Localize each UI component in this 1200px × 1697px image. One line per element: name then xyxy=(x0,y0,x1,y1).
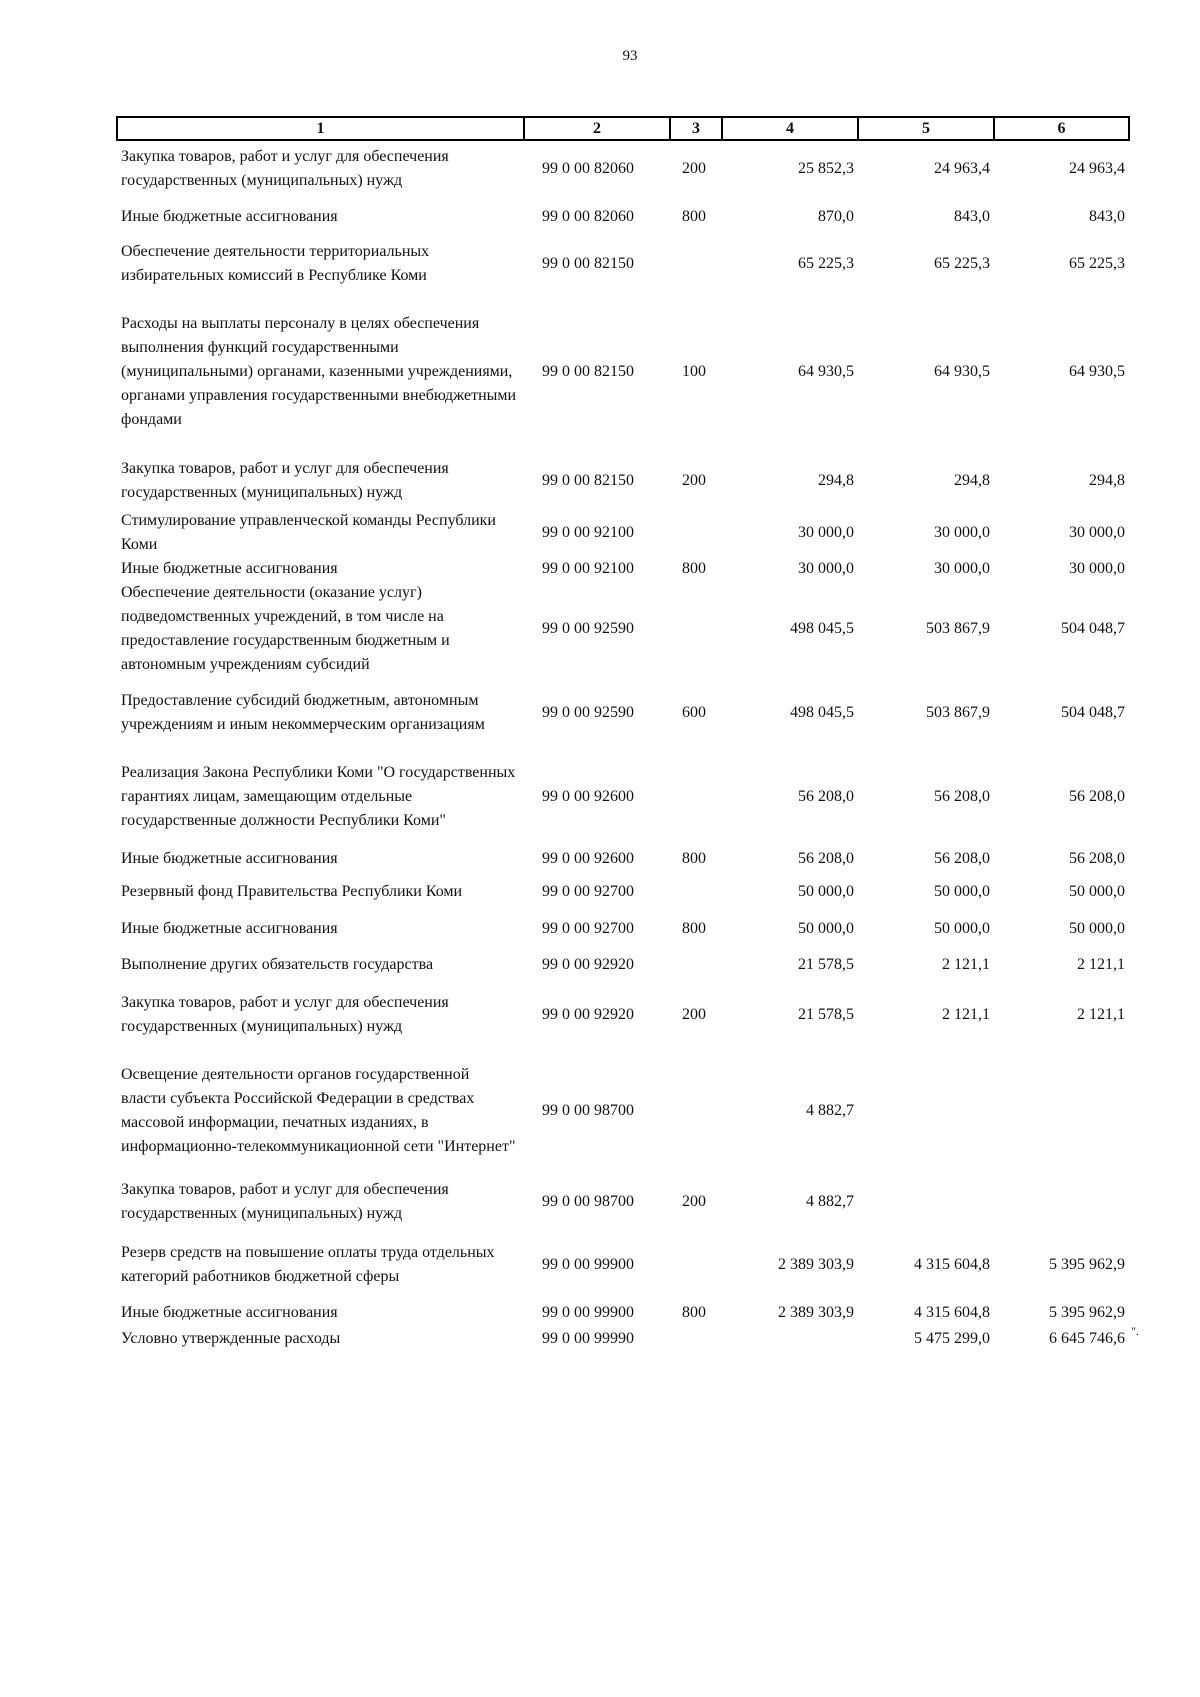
row-csr: 99 0 00 92590 xyxy=(542,704,634,721)
row-value-1: 21 578,5 xyxy=(798,956,854,973)
row-name: Закупка товаров, работ и услуг для обеспечения государственных (муниципальных) нужд xyxy=(121,460,449,501)
budget-table xyxy=(116,116,1130,1353)
row-name: Освещение деятельности органов государственной власти субъекта Российской Федерации в средствах массовой информации, печатных изданиях, в информационно-телекоммуникационной сети "Интернет" xyxy=(121,1066,516,1155)
row-value-2: 4 315 604,8 xyxy=(914,1304,990,1321)
row-value-3: 2 121,1 xyxy=(1077,956,1125,973)
header-col-4: 4 xyxy=(722,117,858,140)
table-row xyxy=(117,509,1129,557)
row-name: Иные бюджетные ассигнования xyxy=(121,850,338,867)
row-name: Иные бюджетные ассигнования xyxy=(121,1304,338,1321)
row-value-2: 24 963,4 xyxy=(934,160,990,177)
row-value-3: 6 645 746,6 xyxy=(1049,1330,1125,1347)
row-vr: 100 xyxy=(682,363,706,380)
row-csr: 99 0 00 92100 xyxy=(542,560,634,577)
row-value-3: 30 000,0 xyxy=(1069,524,1125,541)
row-value-2: 294,8 xyxy=(954,472,990,489)
row-value-3: 504 048,7 xyxy=(1061,620,1125,637)
row-vr: 800 xyxy=(682,920,706,937)
table-row xyxy=(117,581,1129,677)
row-name: Иные бюджетные ассигнования xyxy=(121,920,338,937)
row-value-1: 4 882,7 xyxy=(806,1102,854,1119)
row-csr: 99 0 00 92920 xyxy=(542,1006,634,1023)
row-value-3 xyxy=(994,1175,1129,1229)
row-csr: 99 0 00 98700 xyxy=(542,1102,634,1119)
row-value-2 xyxy=(858,1047,994,1175)
row-vr xyxy=(670,947,722,983)
row-name: Обеспечение деятельности территориальных избирательных комиссий в Республике Коми xyxy=(121,243,430,284)
row-value-2: 56 208,0 xyxy=(934,850,990,867)
header-col-2: 2 xyxy=(524,117,670,140)
row-value-1: 2 389 303,9 xyxy=(778,1304,854,1321)
row-name: Закупка товаров, работ и услуг для обеспечения государственных (муниципальных) нужд xyxy=(121,148,449,189)
table-row xyxy=(117,947,1129,983)
row-value-3: 843,0 xyxy=(1089,208,1125,225)
row-value-3: 5 395 962,9 xyxy=(1049,1256,1125,1273)
row-vr: 200 xyxy=(682,1006,706,1023)
header-row xyxy=(117,117,1129,140)
row-vr: 200 xyxy=(682,1193,706,1210)
row-value-1: 498 045,5 xyxy=(790,704,854,721)
row-vr xyxy=(670,581,722,677)
row-value-2: 30 000,0 xyxy=(934,560,990,577)
row-vr: 800 xyxy=(682,1304,706,1321)
row-value-2: 56 208,0 xyxy=(934,788,990,805)
row-value-2: 503 867,9 xyxy=(926,704,990,721)
row-value-3: 56 208,0 xyxy=(1069,788,1125,805)
table-row xyxy=(117,677,1129,749)
row-value-1: 30 000,0 xyxy=(798,560,854,577)
row-value-1: 294,8 xyxy=(818,472,854,489)
row-value-3: 504 048,7 xyxy=(1061,704,1125,721)
row-name: Иные бюджетные ассигнования xyxy=(121,560,338,577)
row-name: Выполнение других обязательств государства xyxy=(121,956,434,973)
row-csr: 99 0 00 82060 xyxy=(542,208,634,225)
closing-quote-mark: ". xyxy=(1131,1324,1139,1338)
row-value-2: 4 315 604,8 xyxy=(914,1256,990,1273)
row-value-1: 56 208,0 xyxy=(798,850,854,867)
row-value-1: 4 882,7 xyxy=(806,1193,854,1210)
row-name: Резервный фонд Правительства Республики Коми xyxy=(121,883,463,900)
header-col-6: 6 xyxy=(994,117,1129,140)
row-value-1: 870,0 xyxy=(818,208,854,225)
row-vr xyxy=(670,1229,722,1301)
row-value-1: 56 208,0 xyxy=(798,788,854,805)
row-name: Расходы на выплаты персоналу в целях обеспечения выполнения функций государственными (муниципальными) органами, казенными учреждениями, органами управления государственными внебюджетными фондами xyxy=(121,315,517,428)
row-vr xyxy=(670,1047,722,1175)
row-csr: 99 0 00 82150 xyxy=(542,255,634,272)
row-value-3: 5 395 962,9 xyxy=(1049,1304,1125,1321)
row-value-3: 50 000,0 xyxy=(1069,883,1125,900)
row-csr: 99 0 00 82060 xyxy=(542,160,634,177)
row-csr: 99 0 00 98700 xyxy=(542,1193,634,1210)
table-row xyxy=(117,1175,1129,1229)
row-name: Предоставление субсидий бюджетным, автономным учреждениям и иным некоммерческим организациям xyxy=(121,692,485,733)
row-vr xyxy=(670,873,722,911)
table-row xyxy=(117,557,1129,581)
row-csr: 99 0 00 92700 xyxy=(542,883,634,900)
row-vr xyxy=(670,1325,722,1353)
row-csr: 99 0 00 92600 xyxy=(542,788,634,805)
row-value-1: 65 225,3 xyxy=(798,255,854,272)
row-value-1: 30 000,0 xyxy=(798,524,854,541)
row-value-2: 50 000,0 xyxy=(934,920,990,937)
header-col-1: 1 xyxy=(117,117,524,140)
table-row xyxy=(117,911,1129,947)
row-vr: 200 xyxy=(682,160,706,177)
row-name: Стимулирование управленческой команды Республики Коми xyxy=(121,512,496,553)
row-csr: 99 0 00 99900 xyxy=(542,1304,634,1321)
row-vr: 800 xyxy=(682,850,706,867)
row-value-3: 24 963,4 xyxy=(1069,160,1125,177)
row-value-3: 50 000,0 xyxy=(1069,920,1125,937)
row-value-1: 64 930,5 xyxy=(798,363,854,380)
row-name: Реализация Закона Республики Коми "О государственных гарантиях лицам, замещающим отдельные государственные должности Республики Коми" xyxy=(121,764,516,829)
row-value-2: 65 225,3 xyxy=(934,255,990,272)
row-csr: 99 0 00 82150 xyxy=(542,472,634,489)
row-value-1: 50 000,0 xyxy=(798,920,854,937)
row-value-3 xyxy=(994,1047,1129,1175)
row-value-1: 25 852,3 xyxy=(798,160,854,177)
table-row xyxy=(117,983,1129,1047)
row-value-3: 64 930,5 xyxy=(1069,363,1125,380)
row-csr: 99 0 00 92100 xyxy=(542,524,634,541)
row-value-2: 843,0 xyxy=(954,208,990,225)
row-vr: 600 xyxy=(682,704,706,721)
page-number: 93 xyxy=(622,48,638,64)
header-col-5: 5 xyxy=(858,117,994,140)
table-row xyxy=(117,237,1129,291)
row-value-1: 50 000,0 xyxy=(798,883,854,900)
row-value-2: 503 867,9 xyxy=(926,620,990,637)
row-vr: 200 xyxy=(682,472,706,489)
row-csr: 99 0 00 99990 xyxy=(542,1330,634,1347)
row-vr xyxy=(670,237,722,291)
row-vr xyxy=(670,749,722,845)
row-value-2: 50 000,0 xyxy=(934,883,990,900)
row-name: Иные бюджетные ассигнования xyxy=(121,208,338,225)
row-value-3: 30 000,0 xyxy=(1069,560,1125,577)
row-csr: 99 0 00 82150 xyxy=(542,363,634,380)
row-value-2: 2 121,1 xyxy=(942,956,990,973)
table-row xyxy=(117,1229,1129,1301)
table-row xyxy=(117,873,1129,911)
table-row xyxy=(117,140,1129,197)
table-row xyxy=(117,291,1129,453)
table-row xyxy=(117,1301,1129,1325)
row-name: Резерв средств на повышение оплаты труда отдельных категорий работников бюджетной сферы xyxy=(121,1244,495,1285)
row-value-2: 30 000,0 xyxy=(934,524,990,541)
row-csr: 99 0 00 92920 xyxy=(542,956,634,973)
table-row xyxy=(117,197,1129,237)
row-value-2 xyxy=(858,1175,994,1229)
row-value-3: 65 225,3 xyxy=(1069,255,1125,272)
row-vr: 800 xyxy=(682,208,706,225)
row-name: Обеспечение деятельности (оказание услуг) подведомственных учреждений, в том числе на предоставление государственным бюджетным и автономным учреждениям субсидий xyxy=(121,584,450,673)
row-value-1: 2 389 303,9 xyxy=(778,1256,854,1273)
row-value-2: 2 121,1 xyxy=(942,1006,990,1023)
row-csr: 99 0 00 92590 xyxy=(542,620,634,637)
row-value-1: 21 578,5 xyxy=(798,1006,854,1023)
row-name: Закупка товаров, работ и услуг для обеспечения государственных (муниципальных) нужд xyxy=(121,1181,449,1222)
table-row xyxy=(117,845,1129,873)
table-row xyxy=(117,453,1129,509)
row-value-3: 56 208,0 xyxy=(1069,850,1125,867)
header-col-3: 3 xyxy=(670,117,722,140)
row-value-2: 64 930,5 xyxy=(934,363,990,380)
row-name: Условно утвержденные расходы xyxy=(121,1330,341,1347)
table-row xyxy=(117,749,1129,845)
row-vr: 800 xyxy=(682,560,706,577)
table-row xyxy=(117,1047,1129,1175)
row-vr xyxy=(670,509,722,557)
table-row xyxy=(117,1325,1129,1353)
row-csr: 99 0 00 92600 xyxy=(542,850,634,867)
row-value-1 xyxy=(722,1325,858,1353)
row-csr: 99 0 00 99900 xyxy=(542,1256,634,1273)
row-value-3: 294,8 xyxy=(1089,472,1125,489)
row-value-2: 5 475 299,0 xyxy=(914,1330,990,1347)
row-csr: 99 0 00 92700 xyxy=(542,920,634,937)
row-name: Закупка товаров, работ и услуг для обеспечения государственных (муниципальных) нужд xyxy=(121,994,449,1035)
row-value-3: 2 121,1 xyxy=(1077,1006,1125,1023)
row-value-1: 498 045,5 xyxy=(790,620,854,637)
